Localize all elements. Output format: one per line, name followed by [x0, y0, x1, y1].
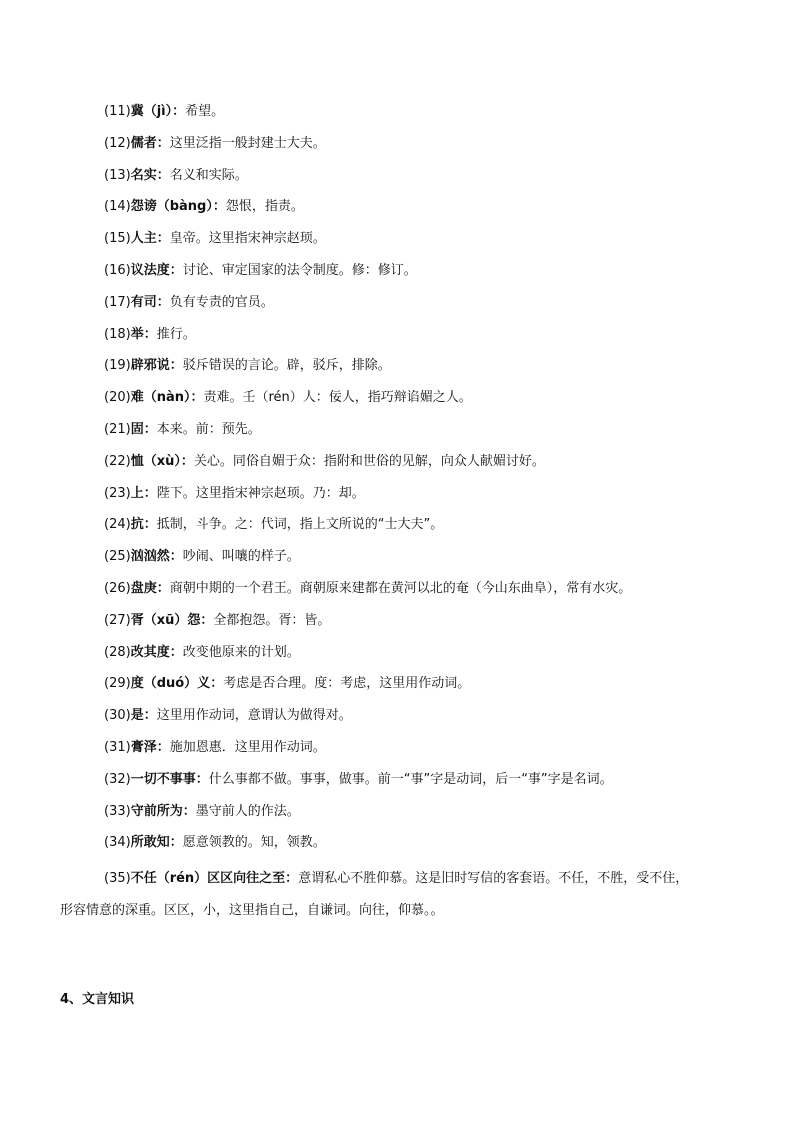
- annotation-number: (12): [104, 135, 131, 151]
- annotation-separator: ：: [172, 104, 186, 119]
- annotation-number: (13): [104, 167, 131, 183]
- annotation-term: 冀（jì）: [130, 104, 173, 119]
- annotation-number: (16): [104, 262, 131, 278]
- annotation-separator: ：: [156, 167, 170, 183]
- annotation-definition: 考虑是否合理。度：考虑，这里用作动词。: [223, 676, 471, 692]
- annotation-separator: ：: [156, 580, 170, 596]
- annotation-number: (20): [104, 390, 131, 406]
- annotation-separator: ：: [285, 871, 299, 886]
- annotation-item-35: [0, 863, 794, 926]
- annotation-number: (29): [104, 676, 131, 692]
- annotation-definition: 抵制，斗争。之：代词，指上文所说的“士大夫”。: [156, 517, 444, 533]
- annotation-definition: 全都抱怨。胥：皆。: [213, 612, 331, 628]
- annotation-separator: ：: [169, 549, 183, 565]
- annotation-definition: 皇帝。这里指宋神宗赵顼。: [169, 231, 326, 247]
- annotation-term: 上: [130, 485, 144, 501]
- annotation-item: [0, 291, 794, 323]
- annotation-item: [0, 704, 794, 736]
- annotation-number: (19): [104, 358, 131, 374]
- annotation-item: [0, 577, 794, 609]
- annotation-term: 不任（rén）区区向往之至: [130, 871, 286, 886]
- annotation-term: 一切不事事: [130, 771, 196, 787]
- annotation-separator: ：: [190, 390, 204, 406]
- annotation-term: 膏泽: [130, 739, 157, 755]
- annotation-definition: 怨恨，指责。: [225, 199, 304, 215]
- annotation-definition: 陛下。这里指宋神宗赵顼。乃：却。: [156, 485, 365, 501]
- annotation-number: (30): [104, 708, 131, 724]
- annotation-separator: ：: [143, 421, 157, 437]
- annotation-separator: ：: [195, 771, 209, 787]
- annotation-number: (22): [104, 453, 131, 469]
- annotation-item: [0, 545, 794, 577]
- annotation-item: [0, 354, 794, 386]
- annotation-separator: ：: [210, 676, 224, 692]
- annotation-number: (28): [104, 644, 131, 660]
- annotation-number: (33): [104, 803, 131, 819]
- annotation-term: 怨谤（bàng）: [130, 199, 213, 215]
- annotation-item: [0, 513, 794, 545]
- annotation-term: 胥（xū）怨: [130, 612, 201, 628]
- annotation-separator: ：: [182, 803, 196, 819]
- annotation-definition: 改变他原来的计划。: [182, 644, 300, 660]
- annotation-definition: 负有专责的官员。: [169, 294, 274, 310]
- annotation-definition: 名义和实际。: [169, 167, 248, 183]
- annotation-definition-line-2: 形容情意的深重。区区，小，这里指自己，自谦词。向往，仰慕。。: [60, 902, 444, 918]
- annotation-term: 汹汹然: [130, 549, 170, 565]
- annotation-separator: ：: [200, 612, 214, 628]
- annotation-term: 儒者: [130, 135, 157, 151]
- annotation-item: [0, 482, 794, 514]
- annotation-number: (26): [104, 580, 131, 596]
- annotation-term: 改其度: [130, 644, 170, 660]
- annotation-definition: 讨论、审定国家的法令制度。修：修订。: [182, 262, 417, 278]
- annotation-number: (35): [104, 871, 131, 886]
- annotation-item: [0, 386, 794, 418]
- annotation-separator: ：: [212, 199, 226, 215]
- annotation-term: 度（duó）义: [130, 676, 211, 692]
- annotation-term: 举: [130, 326, 144, 342]
- annotation-list: [0, 100, 794, 863]
- annotation-item: [0, 164, 794, 196]
- annotation-item: [0, 227, 794, 259]
- annotation-item: [0, 418, 794, 450]
- annotation-separator: ：: [180, 453, 194, 469]
- annotation-term: 有司: [130, 294, 157, 310]
- annotation-item: [0, 768, 794, 800]
- annotation-separator: ：: [143, 485, 157, 501]
- annotation-term: 所敢知: [130, 835, 170, 851]
- annotation-number: (17): [104, 294, 131, 310]
- annotation-definition: 本来。前：预先。: [156, 421, 261, 437]
- annotation-item: [0, 800, 794, 832]
- annotation-definition: 关心。同俗自媚于众：指附和世俗的见解，向众人献媚讨好。: [193, 453, 545, 469]
- annotation-separator: ：: [169, 644, 183, 660]
- annotation-separator: ：: [143, 326, 157, 342]
- annotation-separator: ：: [143, 517, 157, 533]
- annotation-term: 辟邪说: [130, 358, 170, 374]
- annotation-definition: 希望。: [185, 104, 225, 119]
- annotation-number: (27): [104, 612, 131, 628]
- annotation-separator: ：: [169, 835, 183, 851]
- annotation-separator: ：: [156, 135, 170, 151]
- annotation-item: [0, 195, 794, 227]
- annotation-item: [0, 736, 794, 768]
- annotation-item: [0, 100, 794, 132]
- annotation-term: 难（nàn）: [130, 390, 191, 406]
- annotation-item: [0, 259, 794, 291]
- annotation-number: (14): [104, 199, 131, 215]
- annotation-number: (25): [104, 549, 131, 565]
- annotation-number: (24): [104, 517, 131, 533]
- annotation-definition-line-1: 意谓私心不胜仰慕。这是旧时写信的客套语。不任，不胜，受不住，: [298, 871, 689, 886]
- annotation-number: (32): [104, 771, 131, 787]
- annotation-term: 人主: [130, 231, 157, 247]
- annotation-definition: 驳斥错误的言论。辟，驳斥，排除。: [182, 358, 391, 374]
- annotation-term: 名实: [130, 167, 157, 183]
- annotation-definition: 什么事都不做。事事，做事。前一“事”字是动词，后一“事”字是名词。: [208, 771, 613, 787]
- annotation-number: (21): [104, 421, 131, 437]
- annotation-definition: 商朝中期的一个君王。商朝原来建都在黄河以北的奄（今山东曲阜），常有水灾。: [169, 580, 632, 596]
- annotation-definition: 吵闹、叫嚷的样子。: [182, 549, 300, 565]
- section-heading: 4、文言知识: [60, 992, 135, 1007]
- annotation-definition: 墨守前人的作法。: [195, 803, 300, 819]
- annotation-term: 抗: [130, 517, 144, 533]
- annotation-number: (31): [104, 739, 131, 755]
- annotation-number: (11): [104, 104, 131, 119]
- annotation-definition: 这里用作动词，意谓认为做得对。: [156, 708, 352, 724]
- annotation-definition: 这里泛指一般封建士大夫。: [169, 135, 326, 151]
- annotation-item: [0, 132, 794, 164]
- annotation-separator: ：: [143, 708, 157, 724]
- annotation-item: [0, 323, 794, 355]
- annotation-item: [0, 831, 794, 863]
- annotation-number: (18): [104, 326, 131, 342]
- annotation-term: 盘庚: [130, 580, 157, 596]
- annotation-term: 守前所为: [130, 803, 183, 819]
- annotation-separator: ：: [169, 262, 183, 278]
- annotation-separator: ：: [156, 739, 170, 755]
- annotation-term: 是: [130, 708, 144, 724]
- annotation-item: [0, 450, 794, 482]
- annotation-term: 固: [130, 421, 144, 437]
- annotation-separator: ：: [156, 231, 170, 247]
- annotation-item: [0, 672, 794, 704]
- annotation-item: [0, 609, 794, 641]
- annotation-number: (34): [104, 835, 131, 851]
- annotation-number: (23): [104, 485, 131, 501]
- annotation-definition: 责难。壬（rén）人：佞人，指巧辩谄媚之人。: [203, 390, 472, 406]
- annotation-term: 恤（xù）: [130, 453, 181, 469]
- annotation-item: [0, 641, 794, 673]
- annotation-definition: 推行。: [156, 326, 196, 342]
- annotation-definition: 施加恩惠．这里用作动词。: [169, 739, 326, 755]
- annotation-definition: 愿意领教的。知，领教。: [182, 835, 326, 851]
- annotation-term: 议法度: [130, 262, 170, 278]
- annotation-number: (15): [104, 231, 131, 247]
- annotation-separator: ：: [169, 358, 183, 374]
- annotation-separator: ：: [156, 294, 170, 310]
